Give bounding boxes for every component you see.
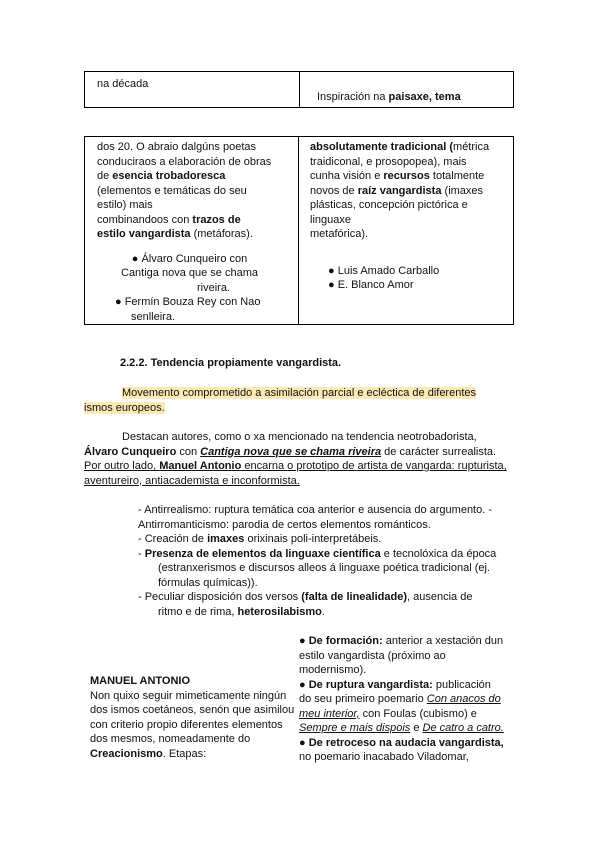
top-table-left-cell: na década bbox=[97, 78, 149, 90]
main-table-left-cell: dos 20. O abraio dalgúns poetas conduciraos a elaboración de obras de esencia trobadoresca (elementos e temáticas do seu estilo) mais combinandoos con trazos de estilo vangardista (metáforas). ● Álvaro Cunqueiro con Cantiga nova que se chama riveira. ● Fermín Bouza Rey con Nao senlleira. bbox=[97, 140, 293, 324]
stages-block: ● De formación: anterior a xestación dun estilo vangardista (próximo ao modernismo). ● De ruptura vangardista: publicación do seu primeiro poemario Con anacos do meu interior, con Foulas (cubismo) e Sempre e mais dispois e De catro a catro. ● De retroceso na audacia vangardista, no poemario inacabado Viladomar, bbox=[299, 634, 514, 765]
stage-retroceso: ● De retroceso na audacia vangardista, bbox=[299, 736, 504, 749]
top-table-right-cell: Inspiración na paisaxe, tema bbox=[317, 91, 461, 103]
main-table-right-cell: absolutamente tradicional (métrica traidiconal, e prosopopea), mais cunha visión e recursos totalmente novos de raíz vangardista (imaxes plásticas, concepción pictórica e linguaxe metafórica). ● Luis Amado Carballo ● E. Blanco Amor bbox=[310, 140, 510, 293]
table-divider bbox=[298, 137, 299, 324]
bullet-cunqueiro: ● Álvaro Cunqueiro con Cantiga nova que se chama riveira. bbox=[97, 252, 282, 296]
bullet-blanco-amor: ● E. Blanco Amor bbox=[310, 278, 510, 293]
highlighted-summary: Movemento comprometido a asimilación parcial e ecléctica de diferentes ismos europeos. bbox=[84, 387, 477, 414]
features-list: - Antirrealismo: ruptura temática coa anterior e ausencia do argumento. - Antirromanticismo: parodia de certos elementos románticos. - Creación de imaxes orixinais poli-interpretábeis. - Presenza de elementos da linguaxe científica e tecnolóxica da época (estranxerismos e discursos alleos á linguaxe poética tradicional (ej. fórmulas químicas)). - Peculiar disposición dos versos (falta de linealidade), ausencia de ritmo e de rima, heterosilabismo. bbox=[138, 504, 497, 618]
bullet-amado-carballo: ● Luis Amado Carballo bbox=[310, 264, 510, 279]
manuel-antonio-block: MANUEL ANTONIO Non quixo seguir mimeticamente ningún dos ismos coetáneos, senón que asimilou con criterio propio diferentes elementos dos mesmos, nomeadamente do Creacionismo. Etapas: bbox=[90, 675, 295, 760]
authors-paragraph: Destacan autores, como o xa mencionado na tendencia neotrobadorista, Álvaro Cunqueiro con Cantiga nova que se chama riveira de carácter surrealista. Por outro lado, Manuel Antonio encarna o prototipo de artista de vangarda: rupturista, aventureiro, antiacademista e inconformista. bbox=[84, 431, 507, 487]
stage-ruptura: ● De ruptura vangardista: publicación bbox=[299, 678, 491, 691]
bullet-bouza-rey: ● Fermín Bouza Rey con Nao bbox=[97, 295, 293, 310]
section-heading: 2.2.2. Tendencia propiamente vangardista. bbox=[120, 357, 342, 369]
manuel-antonio-title: MANUEL ANTONIO bbox=[90, 675, 191, 687]
table-divider bbox=[299, 72, 300, 107]
main-table bbox=[84, 136, 514, 325]
top-table bbox=[84, 71, 514, 108]
stage-formacion: ● De formación: anterior a xestación dun bbox=[299, 635, 504, 647]
